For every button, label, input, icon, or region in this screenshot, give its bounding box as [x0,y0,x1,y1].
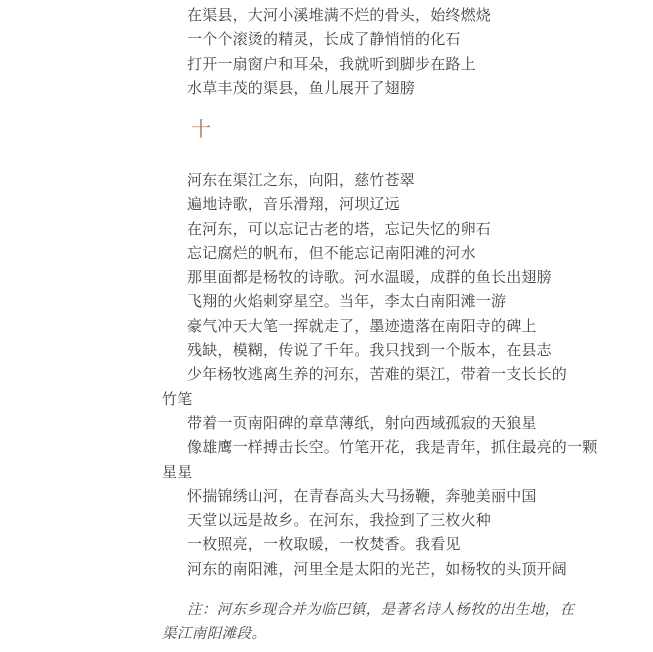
poem-line: 在河东，可以忘记古老的塔，忘记失忆的卵石 [187,219,492,238]
poem-line: 一个个滚烫的精灵，长成了静悄悄的化石 [187,30,461,49]
poem-line: 天堂以远是故乡。在河东，我捡到了三枚火种 [187,511,492,530]
poem-stanza-main [162,168,598,581]
poem-line: 少年杨牧逃离生养的河东，苦难的渠江，带着一支长长的 [187,365,568,384]
poem-line: 那里面都是杨牧的诗歌。河水温暖，成群的鱼长出翅膀 [187,268,552,287]
poem-line: 竹笔 [162,389,193,408]
poem-line: 在渠县，大河小溪堆满不烂的骨头，始终燃烧 [187,6,492,24]
poem-stanza-top [162,3,592,100]
poem-line: 河东的南阳滩，河里全是太阳的光芒，如杨牧的头顶开阔 [187,559,568,578]
poem-line: 水草丰茂的渠县，鱼儿展开了翅膀 [187,78,416,97]
poem-line: 一枚照亮，一枚取暖，一枚焚香。我看见 [187,535,461,554]
poem-line: 怀揣锦绣山河，在青春高头大马扬鞭，奔驰美丽中国 [187,486,537,505]
section-divider [162,116,592,142]
footnote-line: 注：河东乡现合并为临巴镇，是著名诗人杨牧的出生地，在 [187,602,575,618]
poem-line: 像雄鹰一样搏击长空。竹笔开花，我是青年，抓住最亮的一颗 [187,438,598,457]
poem-line: 豪气冲天大笔一挥就走了，墨迹遗落在南阳寺的碑上 [187,316,537,335]
poem-line: 带着一页南阳碑的章草薄纸，射向西域孤寂的天狼星 [187,413,537,432]
poem-line: 打开一扇窗户和耳朵，我就听到脚步在路上 [187,54,476,73]
poem-line: 残缺，模糊，传说了千年。我只找到一个版本，在县志 [187,341,552,360]
section-marker-ten: 十 [191,117,211,141]
footnote-line: 渠江南阳滩段。 [162,626,267,643]
footnote [162,598,592,647]
poem-line: 河东在渠江之东，向阳，慈竹苍翠 [187,171,416,189]
poem-line: 遍地诗歌，音乐滑翔，河坝辽远 [187,195,400,214]
poem-line: 飞翔的火焰刺穿星空。当年，李太白南阳滩一游 [187,292,507,311]
poem-line: 星星 [162,462,193,481]
poem-line: 忘记腐烂的帆布，但不能忘记南阳滩的河水 [187,243,476,262]
